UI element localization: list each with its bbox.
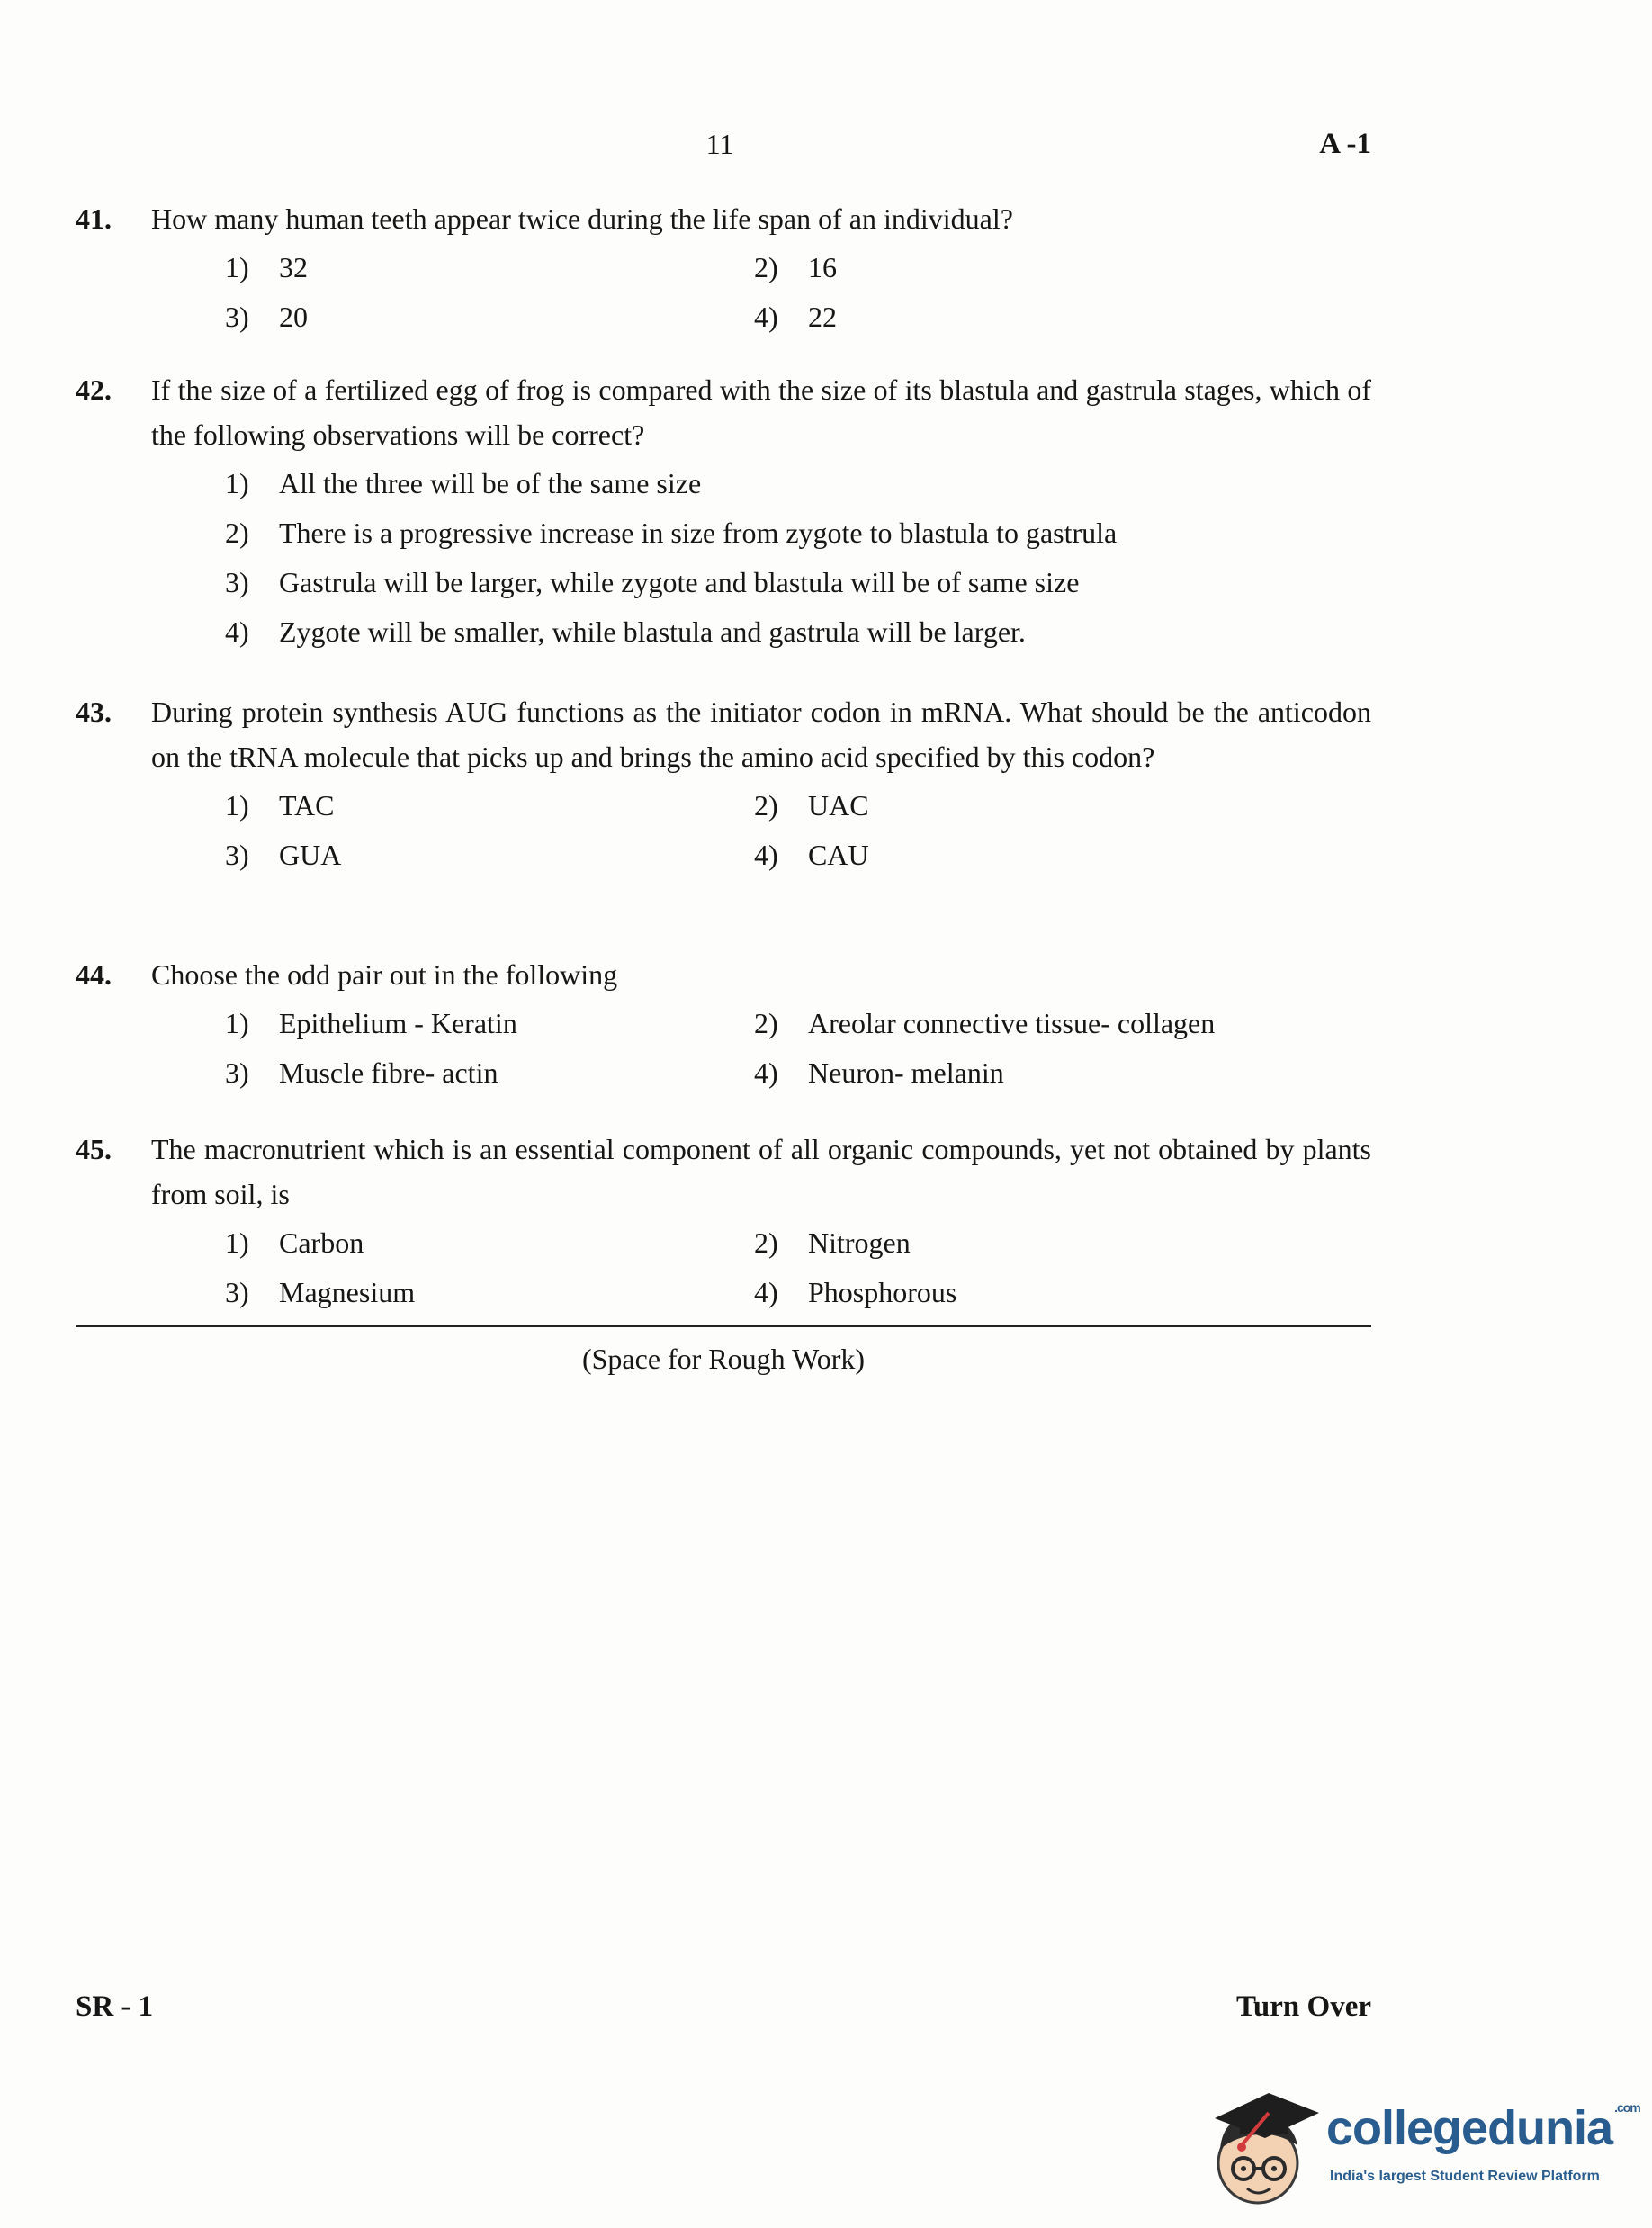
- question-number: 44.: [76, 958, 112, 991]
- logo-name: [1326, 2100, 1640, 2156]
- option-4: [225, 609, 1371, 654]
- options: [225, 461, 1371, 654]
- student-mascot-icon: [1206, 2086, 1321, 2212]
- question-number: 45.: [76, 1133, 112, 1165]
- option-4: [754, 294, 1294, 339]
- option-text: Zygote will be smaller, while blastula and gastrula will be larger.: [279, 615, 1026, 648]
- option-number: 2): [754, 1007, 778, 1039]
- option-number: 1): [225, 789, 249, 822]
- option-text: Areolar connective tissue- collagen: [808, 1007, 1216, 1039]
- option-text: Neuron- melanin: [808, 1056, 1004, 1089]
- option-4: [754, 1050, 1294, 1095]
- option-number: 2): [225, 517, 249, 549]
- question-text: The macronutrient which is an essential component of all organic compounds, yet not obtained by plants from soil, is: [151, 1133, 1371, 1210]
- option-text: UAC: [808, 789, 869, 822]
- question-44: [76, 952, 1371, 1095]
- option-4: [754, 832, 1294, 877]
- option-text: Phosphorous: [808, 1276, 957, 1308]
- option-text: Epithelium - Keratin: [279, 1007, 517, 1039]
- option-number: 1): [225, 467, 249, 499]
- question-43: [76, 689, 1371, 877]
- rough-work-label: (Space for Rough Work): [581, 1343, 866, 1375]
- series-code: SR - 1: [76, 1990, 154, 2023]
- option-number: 1): [225, 1226, 249, 1259]
- option-text: Carbon: [279, 1226, 364, 1259]
- option-number: 3): [225, 301, 249, 333]
- turn-over-label: Turn Over: [1235, 1990, 1371, 2023]
- option-number: 4): [754, 301, 778, 333]
- page-number: 11: [705, 128, 734, 160]
- option-text: 20: [279, 301, 308, 333]
- question-42: [76, 367, 1371, 654]
- option-3: [225, 294, 754, 339]
- options: [225, 245, 1371, 339]
- option-2: [754, 1001, 1294, 1046]
- option-number: 3): [225, 839, 249, 871]
- options: [225, 1220, 1371, 1315]
- option-text: 32: [279, 251, 308, 283]
- logo-wordmark: collegedunia: [1326, 2101, 1613, 2155]
- option-text: 22: [808, 301, 837, 333]
- option-text: Muscle fibre- actin: [279, 1056, 498, 1089]
- paper-code: A -1: [1319, 128, 1371, 160]
- option-text: Gastrula will be larger, while zygote and blastula will be of same size: [279, 566, 1080, 598]
- option-number: 4): [225, 615, 249, 648]
- option-2: [754, 783, 1294, 828]
- option-text: GUA: [279, 839, 342, 871]
- option-text: CAU: [808, 839, 869, 871]
- option-3: [225, 560, 1371, 605]
- option-2: [225, 510, 1371, 555]
- question-number: 43.: [76, 696, 112, 728]
- options: [225, 1001, 1371, 1095]
- option-3: [225, 1050, 754, 1095]
- collegedunia-watermark: [1206, 2086, 1640, 2212]
- option-text: 16: [808, 251, 837, 283]
- question-text: Choose the odd pair out in the following: [151, 958, 618, 991]
- option-number: 3): [225, 566, 249, 598]
- option-text: Nitrogen: [808, 1226, 911, 1259]
- question-number: 42.: [76, 373, 112, 406]
- option-2: [754, 1220, 1294, 1265]
- options: [225, 783, 1371, 877]
- option-number: 3): [225, 1056, 249, 1089]
- option-1: [225, 461, 1371, 506]
- question-41: [76, 196, 1371, 339]
- option-text: There is a progressive increase in size from zygote to blastula to gastrula: [279, 517, 1118, 549]
- section-divider: [76, 1325, 1371, 1327]
- question-45: [76, 1127, 1371, 1315]
- option-number: 1): [225, 251, 249, 283]
- option-number: 4): [754, 1276, 778, 1308]
- option-2: [754, 245, 1294, 290]
- option-number: 4): [754, 839, 778, 871]
- option-number: 2): [754, 251, 778, 283]
- option-1: [225, 1220, 754, 1265]
- option-number: 3): [225, 1276, 249, 1308]
- option-1: [225, 245, 754, 290]
- option-number: 4): [754, 1056, 778, 1089]
- option-1: [225, 783, 754, 828]
- option-4: [754, 1270, 1294, 1315]
- question-number: 41.: [76, 202, 112, 235]
- option-number: 2): [754, 789, 778, 822]
- option-number: 2): [754, 1226, 778, 1259]
- option-3: [225, 1270, 754, 1315]
- logo-suffix: .com: [1614, 2100, 1640, 2115]
- option-text: All the three will be of the same size: [279, 467, 702, 499]
- option-3: [225, 832, 754, 877]
- logo-tagline: India's largest Student Review Platform: [1330, 2169, 1600, 2184]
- option-text: Magnesium: [279, 1276, 416, 1308]
- option-number: 1): [225, 1007, 249, 1039]
- question-text: How many human teeth appear twice during the life span of an individual?: [151, 202, 1013, 235]
- question-text: During protein synthesis AUG functions as the initiator codon in mRNA. What should be the anticodon on the tRNA molecule that picks up and brings the amino acid specified by this codon?: [151, 696, 1371, 773]
- question-text: If the size of a fertilized egg of frog is compared with the size of its blastula and gastrula stages, which of the following observations will be correct?: [151, 373, 1371, 451]
- option-text: TAC: [279, 789, 335, 822]
- option-1: [225, 1001, 754, 1046]
